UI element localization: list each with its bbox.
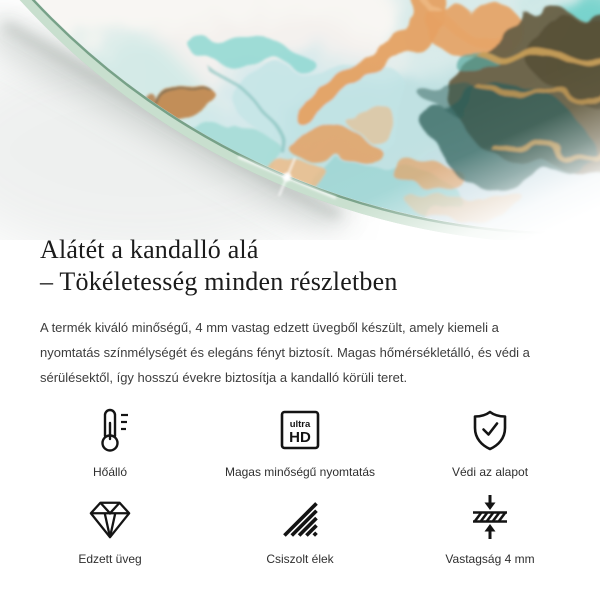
white-fade-overlay: [0, 0, 600, 240]
feature-protects-base: [410, 404, 570, 479]
feature-label: Hőálló: [92, 465, 128, 479]
feature-label: Csiszolt élek: [266, 552, 334, 566]
feature-label: Magas minőségű nyomtatás: [224, 465, 376, 479]
feature-thickness-4mm: [410, 491, 570, 566]
polished-edges-icon: [278, 497, 322, 541]
shield-check-icon: [466, 406, 514, 454]
feature-label: Edzett üveg: [78, 552, 142, 566]
features-grid: [30, 404, 570, 566]
feature-polished-edges: [190, 491, 410, 566]
feature-heat-resistant: [30, 404, 190, 479]
diamond-icon: [87, 497, 133, 541]
svg-text:ultra: ultra: [289, 419, 311, 430]
product-image: [0, 0, 600, 240]
feature-label: Védi az alapot: [451, 465, 529, 479]
svg-text:HD: HD: [289, 429, 311, 446]
thermometer-icon: [86, 406, 134, 454]
feature-tempered-glass: [30, 491, 190, 566]
page-title-line1: Alátét a kandalló alá: [40, 235, 259, 264]
thickness-icon: [466, 493, 514, 541]
page-title-line2: – Tökéletesség minden részletben: [40, 267, 398, 296]
ultra-hd-icon: [276, 406, 324, 454]
feature-ultra-hd-print: [190, 404, 410, 479]
feature-label: Vastagság 4 mm: [445, 552, 535, 566]
product-description: A termék kiváló minőségű, 4 mm vastag edzett üvegből készült, amely kiemeli a nyomtatás színmélységét és elegáns fényt biztosít. Magas hőmérsékletálló, és védi a sérülésektől, így hosszú évekre biztosítja a kandalló körüli teret.: [40, 320, 530, 385]
page-title: [40, 234, 560, 298]
